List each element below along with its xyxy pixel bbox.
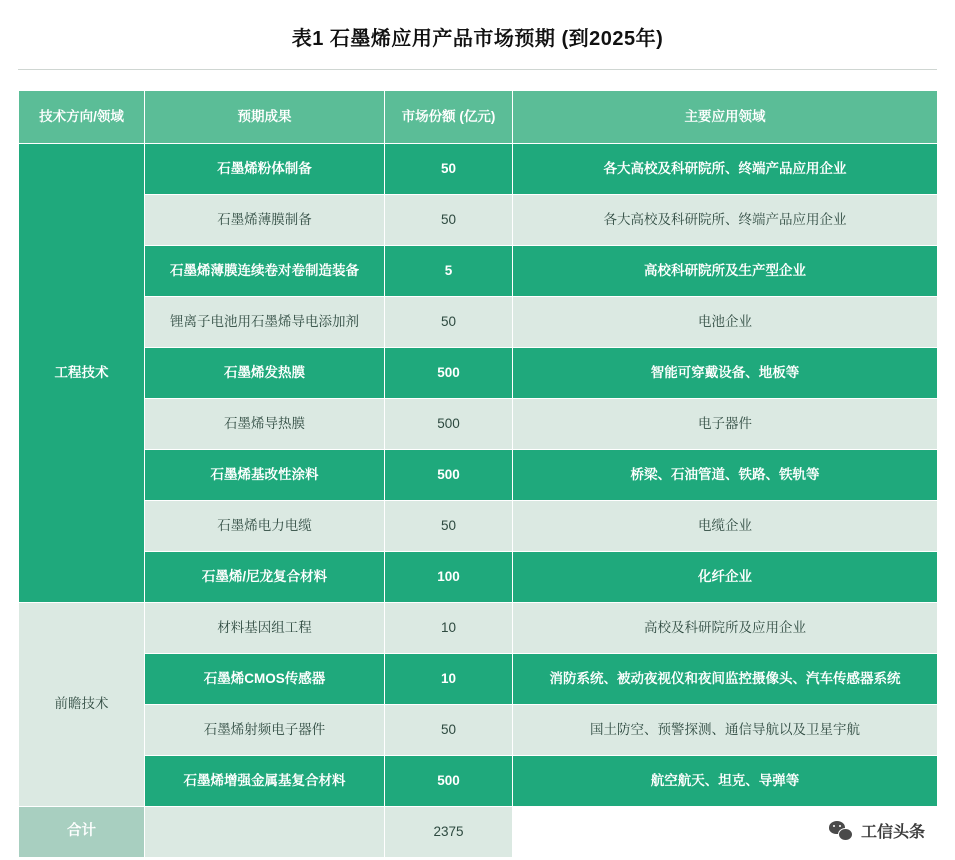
table-row bbox=[19, 297, 938, 348]
cell-result: 石墨烯薄膜连续卷对卷制造装备 bbox=[145, 246, 385, 297]
total-result-blank bbox=[145, 807, 385, 858]
cell-result: 石墨烯薄膜制备 bbox=[145, 195, 385, 246]
cell-field: 国土防空、预警探测、通信导航以及卫星宇航 bbox=[513, 705, 938, 756]
total-share-value: 2375 bbox=[385, 807, 513, 858]
cell-share: 50 bbox=[385, 705, 513, 756]
cell-share: 500 bbox=[385, 450, 513, 501]
cell-share: 500 bbox=[385, 399, 513, 450]
category-cell-engineering: 工程技术 bbox=[19, 144, 145, 603]
table-row bbox=[19, 501, 938, 552]
column-header-result: 预期成果 bbox=[145, 91, 385, 144]
table-row bbox=[19, 195, 938, 246]
cell-share: 50 bbox=[385, 297, 513, 348]
cell-field: 高校科研院所及生产型企业 bbox=[513, 246, 938, 297]
table-row bbox=[19, 246, 938, 297]
cell-result: 锂离子电池用石墨烯导电添加剂 bbox=[145, 297, 385, 348]
table-total-row bbox=[19, 807, 938, 858]
cell-field: 智能可穿戴设备、地板等 bbox=[513, 348, 938, 399]
cell-field: 各大高校及科研院所、终端产品应用企业 bbox=[513, 195, 938, 246]
table-row bbox=[19, 144, 938, 195]
cell-share: 50 bbox=[385, 501, 513, 552]
cell-share: 5 bbox=[385, 246, 513, 297]
table-row bbox=[19, 348, 938, 399]
cell-result: 石墨烯导热膜 bbox=[145, 399, 385, 450]
cell-share: 10 bbox=[385, 654, 513, 705]
table-header-row bbox=[19, 91, 938, 144]
market-forecast-table bbox=[18, 90, 938, 858]
cell-result: 石墨烯增强金属基复合材料 bbox=[145, 756, 385, 807]
cell-share: 50 bbox=[385, 144, 513, 195]
cell-share: 50 bbox=[385, 195, 513, 246]
total-label: 合计 bbox=[19, 807, 145, 858]
cell-field: 电池企业 bbox=[513, 297, 938, 348]
cell-field: 航空航天、坦克、导弹等 bbox=[513, 756, 938, 807]
cell-result: 石墨烯CMOS传感器 bbox=[145, 654, 385, 705]
table-row bbox=[19, 399, 938, 450]
cell-share: 500 bbox=[385, 756, 513, 807]
cell-field: 电缆企业 bbox=[513, 501, 938, 552]
table-row bbox=[19, 603, 938, 654]
cell-share: 100 bbox=[385, 552, 513, 603]
wechat-icon bbox=[829, 821, 853, 841]
cell-result: 石墨烯发热膜 bbox=[145, 348, 385, 399]
column-header-share: 市场份额 (亿元) bbox=[385, 91, 513, 144]
watermark-label: 工信头条 bbox=[860, 824, 925, 841]
cell-field: 电子器件 bbox=[513, 399, 938, 450]
column-header-field: 主要应用领域 bbox=[513, 91, 938, 144]
table-row bbox=[19, 450, 938, 501]
category-cell-frontier: 前瞻技术 bbox=[19, 603, 145, 807]
cell-field: 化纤企业 bbox=[513, 552, 938, 603]
cell-result: 材料基因组工程 bbox=[145, 603, 385, 654]
cell-field: 桥梁、石油管道、铁路、铁轨等 bbox=[513, 450, 938, 501]
cell-share: 500 bbox=[385, 348, 513, 399]
title-divider bbox=[18, 69, 937, 70]
cell-result: 石墨烯基改性涂料 bbox=[145, 450, 385, 501]
cell-result: 石墨烯粉体制备 bbox=[145, 144, 385, 195]
table-row bbox=[19, 756, 938, 807]
table-row bbox=[19, 654, 938, 705]
cell-result: 石墨烯射频电子器件 bbox=[145, 705, 385, 756]
cell-result: 石墨烯/尼龙复合材料 bbox=[145, 552, 385, 603]
table-row bbox=[19, 552, 938, 603]
cell-field: 各大高校及科研院所、终端产品应用企业 bbox=[513, 144, 938, 195]
cell-field: 高校及科研院所及应用企业 bbox=[513, 603, 938, 654]
cell-field: 消防系统、被动夜视仪和夜间监控摄像头、汽车传感器系统 bbox=[513, 654, 938, 705]
table-row bbox=[19, 705, 938, 756]
page-title: 表1 石墨烯应用产品市场预期 (到2025年) bbox=[291, 28, 664, 50]
watermark bbox=[829, 819, 925, 842]
column-header-direction: 技术方向/领域 bbox=[19, 91, 145, 144]
cell-result: 石墨烯电力电缆 bbox=[145, 501, 385, 552]
cell-share: 10 bbox=[385, 603, 513, 654]
